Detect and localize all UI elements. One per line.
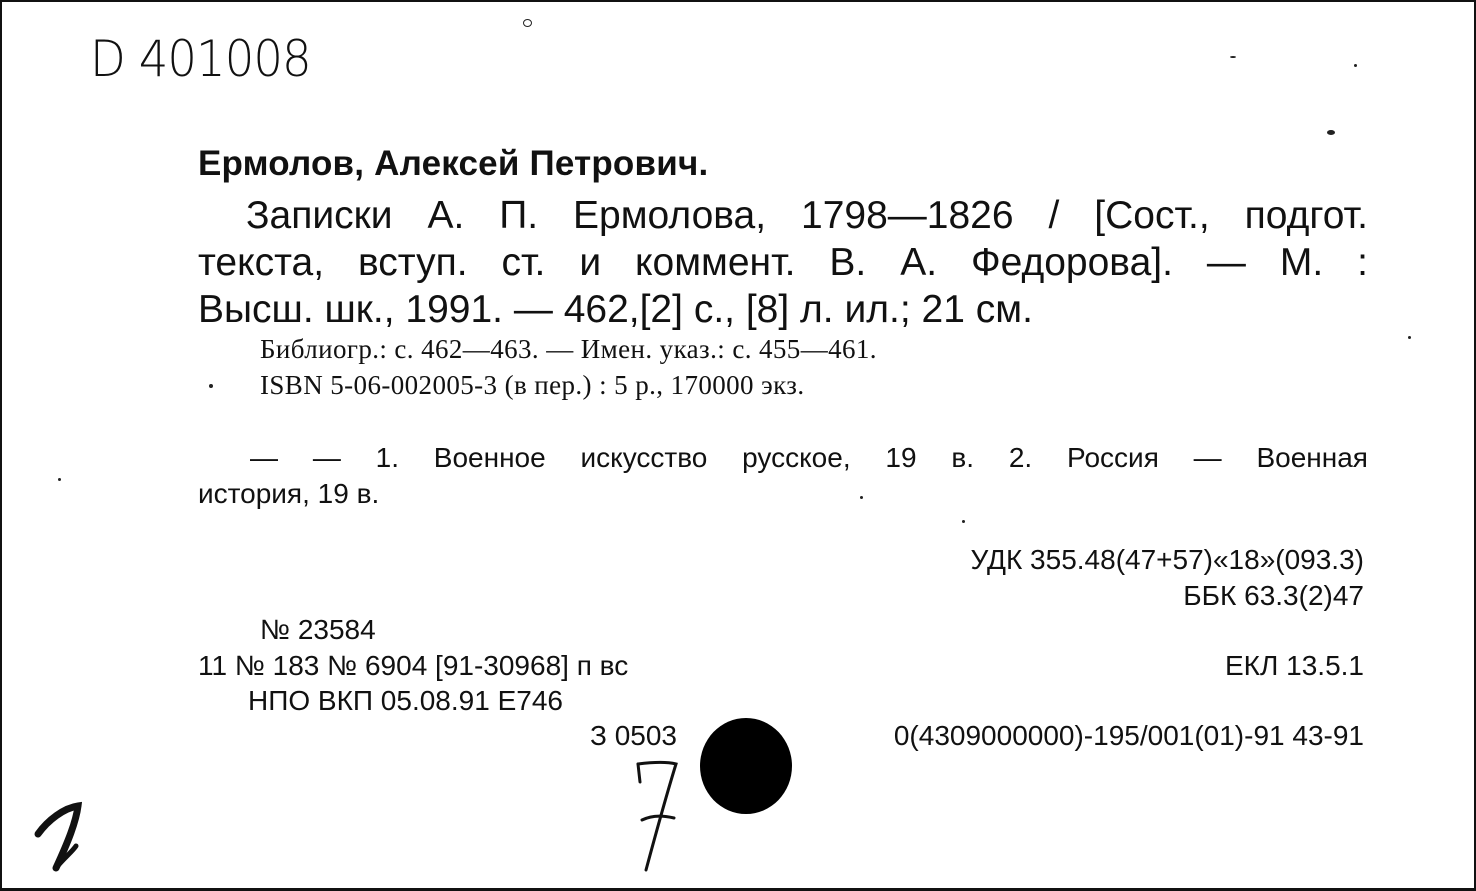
speck [1230, 56, 1236, 58]
record-number: № 23584 [260, 614, 376, 645]
text-word: Россия [1067, 442, 1159, 473]
text-word: история, 19 в. [198, 478, 380, 509]
subject-line-2 [198, 476, 1368, 512]
code-line-start: З 0503 [590, 720, 677, 751]
text-word: с., [693, 288, 735, 331]
text-word: 19 [885, 442, 917, 473]
text-word: 462,[2] [563, 288, 683, 331]
text-word: В. [829, 241, 867, 284]
isbn-line: ISBN 5-06-002005-3 (в пер.) : 5 р., 170000 экз. [260, 370, 805, 400]
text-word: ил.; [844, 288, 911, 331]
speck [1408, 336, 1411, 339]
text-word: 2. [1008, 442, 1033, 473]
text-word: л. [800, 288, 834, 331]
text-word: ст. [501, 241, 546, 284]
text-word: 1. [375, 442, 399, 473]
text-word: [8] [745, 288, 790, 331]
text-word: М. [1279, 241, 1324, 284]
text-word: коммент. [635, 241, 796, 284]
text-word: подгот. [1244, 194, 1368, 237]
subject-headings [198, 440, 1368, 512]
author-heading: Ермолов, Алексей Петрович. [198, 144, 709, 183]
title-description [198, 192, 1368, 333]
text-word: / [1048, 194, 1060, 237]
description-line-1 [198, 192, 1368, 239]
ekl-code: ЕКЛ 13.5.1 [1225, 650, 1364, 681]
text-word: [Сост., [1094, 194, 1210, 237]
text-word: — [1193, 442, 1222, 473]
text-word: — [1206, 241, 1246, 284]
speck [209, 384, 213, 388]
text-word: А. [427, 194, 465, 237]
ink-blot [700, 718, 792, 814]
text-word: Федорова]. [971, 241, 1173, 284]
text-word: П. [499, 194, 539, 237]
text-word: в. [951, 442, 975, 473]
text-word: шк., [324, 288, 395, 331]
description-line-2 [198, 239, 1368, 286]
handwritten-mark-left [26, 798, 106, 878]
bbk-code: ББК 63.3(2)47 [1183, 580, 1364, 611]
text-word: Ермолова, [573, 194, 767, 237]
text-word: текста, [198, 241, 325, 284]
text-word: Высш. [198, 288, 314, 331]
text-word: искусство [580, 442, 708, 473]
text-word: Записки [246, 194, 393, 237]
udk-code: УДК 355.48(47+57)«18»(093.3) [970, 544, 1364, 575]
text-word: Военная [1256, 442, 1368, 473]
speck [523, 19, 532, 27]
description-line-3 [198, 286, 1368, 333]
text-word: : [1357, 241, 1368, 284]
bibliography-note: Библиогр.: с. 462—463. — Имен. указ.: с. 455—461. [260, 334, 877, 364]
inventory-number: D 401008 [90, 30, 311, 88]
speck [1327, 130, 1335, 135]
text-word: вступ. [358, 241, 468, 284]
text-word: 1798—1826 [801, 194, 1014, 237]
speck [1354, 64, 1357, 67]
text-word: русское, [742, 442, 851, 473]
handwritten-mark-center [630, 754, 690, 874]
text-word: — [513, 288, 553, 331]
text-word: А. [900, 241, 938, 284]
order-line: 11 № 183 № 6904 [91-30968] п вс [198, 650, 629, 681]
speck [962, 520, 965, 523]
code-line-end: 0(4309000000)-195/001(01)-91 43-91 [893, 720, 1364, 751]
publisher-line: НПО ВКП 05.08.91 Е746 [248, 685, 563, 716]
text-word: 1991. [405, 288, 503, 331]
text-word: — [312, 442, 341, 473]
text-word: 21 [921, 288, 965, 331]
text-word: Военное [433, 442, 546, 473]
subject-line-1 [198, 440, 1368, 476]
text-word: см. [975, 288, 1033, 331]
speck [58, 478, 61, 481]
text-word: и [579, 241, 602, 284]
text-word: — [250, 442, 278, 473]
speck [860, 496, 863, 499]
